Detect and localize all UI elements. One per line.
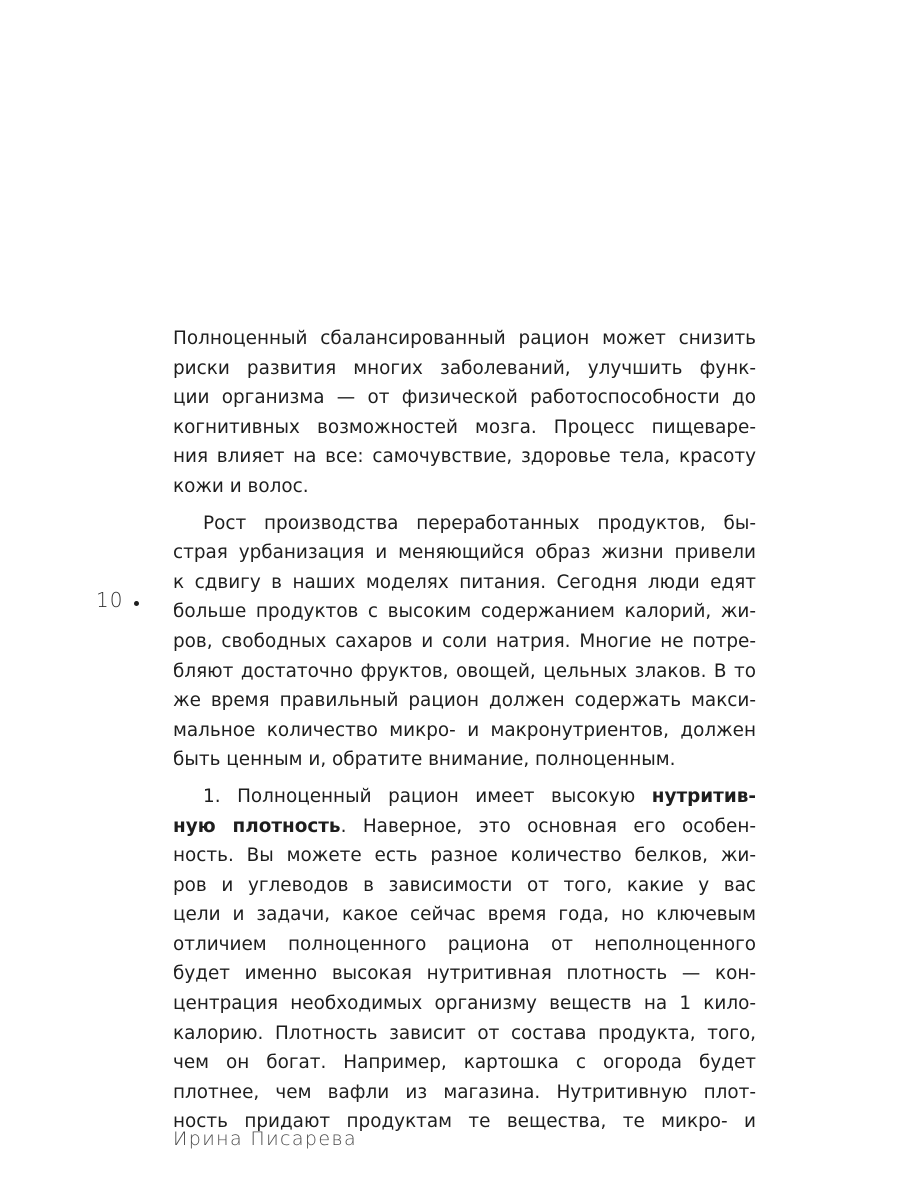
text-line: ров и углеводов в зависимости от того, какие у вас (173, 874, 756, 896)
text-line: ния влияет на все: самочувствие, здоровье тела, красоту (173, 446, 756, 468)
text-line: Полноценный сбалансированный рацион может снизить (173, 328, 756, 349)
page-number: 10 (96, 588, 124, 612)
text-line: мальное количество микро- и макронутриентов, должен (173, 719, 756, 741)
body-text (173, 324, 756, 1137)
text-line: Рост производства переработанных продуктов, бы- (203, 512, 756, 534)
paragraph-2 (173, 509, 756, 775)
list-item-text: 1. Полноценный рацион имеет высокую (203, 785, 636, 807)
text-line: цели и задачи, какое сейчас время года, но ключевым (173, 904, 756, 926)
text-line: ров, свободных сахаров и соли натрия. Многие не потре- (173, 630, 756, 652)
text-line: кожи и волос. (173, 475, 309, 497)
text-line: же время правильный рацион должен содержать макси- (173, 690, 756, 712)
paragraph-3 (173, 782, 756, 1137)
text-line (173, 782, 756, 812)
text-line: плотнее, чем вафли из магазина. Нутритивную плот- (173, 1081, 756, 1103)
text-line: бляют достаточно фруктов, овощей, цельных злаков. В то (173, 660, 756, 682)
text-line: риски развития многих заболеваний, улучшить функ- (173, 357, 756, 379)
text-line: ность придают продуктам те вещества, те микро- и (173, 1111, 756, 1133)
text-line: ность. Вы можете есть разное количество белков, жи- (173, 845, 756, 867)
text-line: калорию. Плотность зависит от состава продукта, того, (173, 1022, 756, 1044)
text-line: будет именно высокая нутритивная плотность — кон- (173, 963, 756, 985)
text-line: ции организма — от физической работоспособности до (173, 387, 756, 409)
text-line: когнитивных возможностей мозга. Процесс пищеваре- (173, 416, 756, 438)
text-line: к сдвигу в наших моделях питания. Сегодня люди едят (173, 571, 756, 593)
text-line (173, 812, 756, 842)
bullet-dot-icon (134, 601, 139, 606)
text-line: страя урбанизация и меняющийся образ жизни привели (173, 542, 756, 564)
text-line: быть ценным и, обратите внимание, полноценным. (173, 749, 676, 771)
running-footer-author: Ирина Писарева (173, 1128, 358, 1150)
paragraph-1 (173, 324, 756, 502)
bold-term: ную плотность (173, 815, 341, 837)
text-line: чем он богат. Например, картошка с огорода будет (173, 1052, 756, 1074)
text-line: центрация необходимых организму веществ на 1 кило- (173, 993, 756, 1015)
text-line: больше продуктов с высоким содержанием калорий, жи- (173, 601, 756, 623)
list-item-text: . Наверное, это основная его особен- (340, 815, 756, 837)
bold-term: нутритив- (651, 785, 756, 807)
text-line: отличием полноценного рациона от неполноценного (173, 933, 756, 955)
